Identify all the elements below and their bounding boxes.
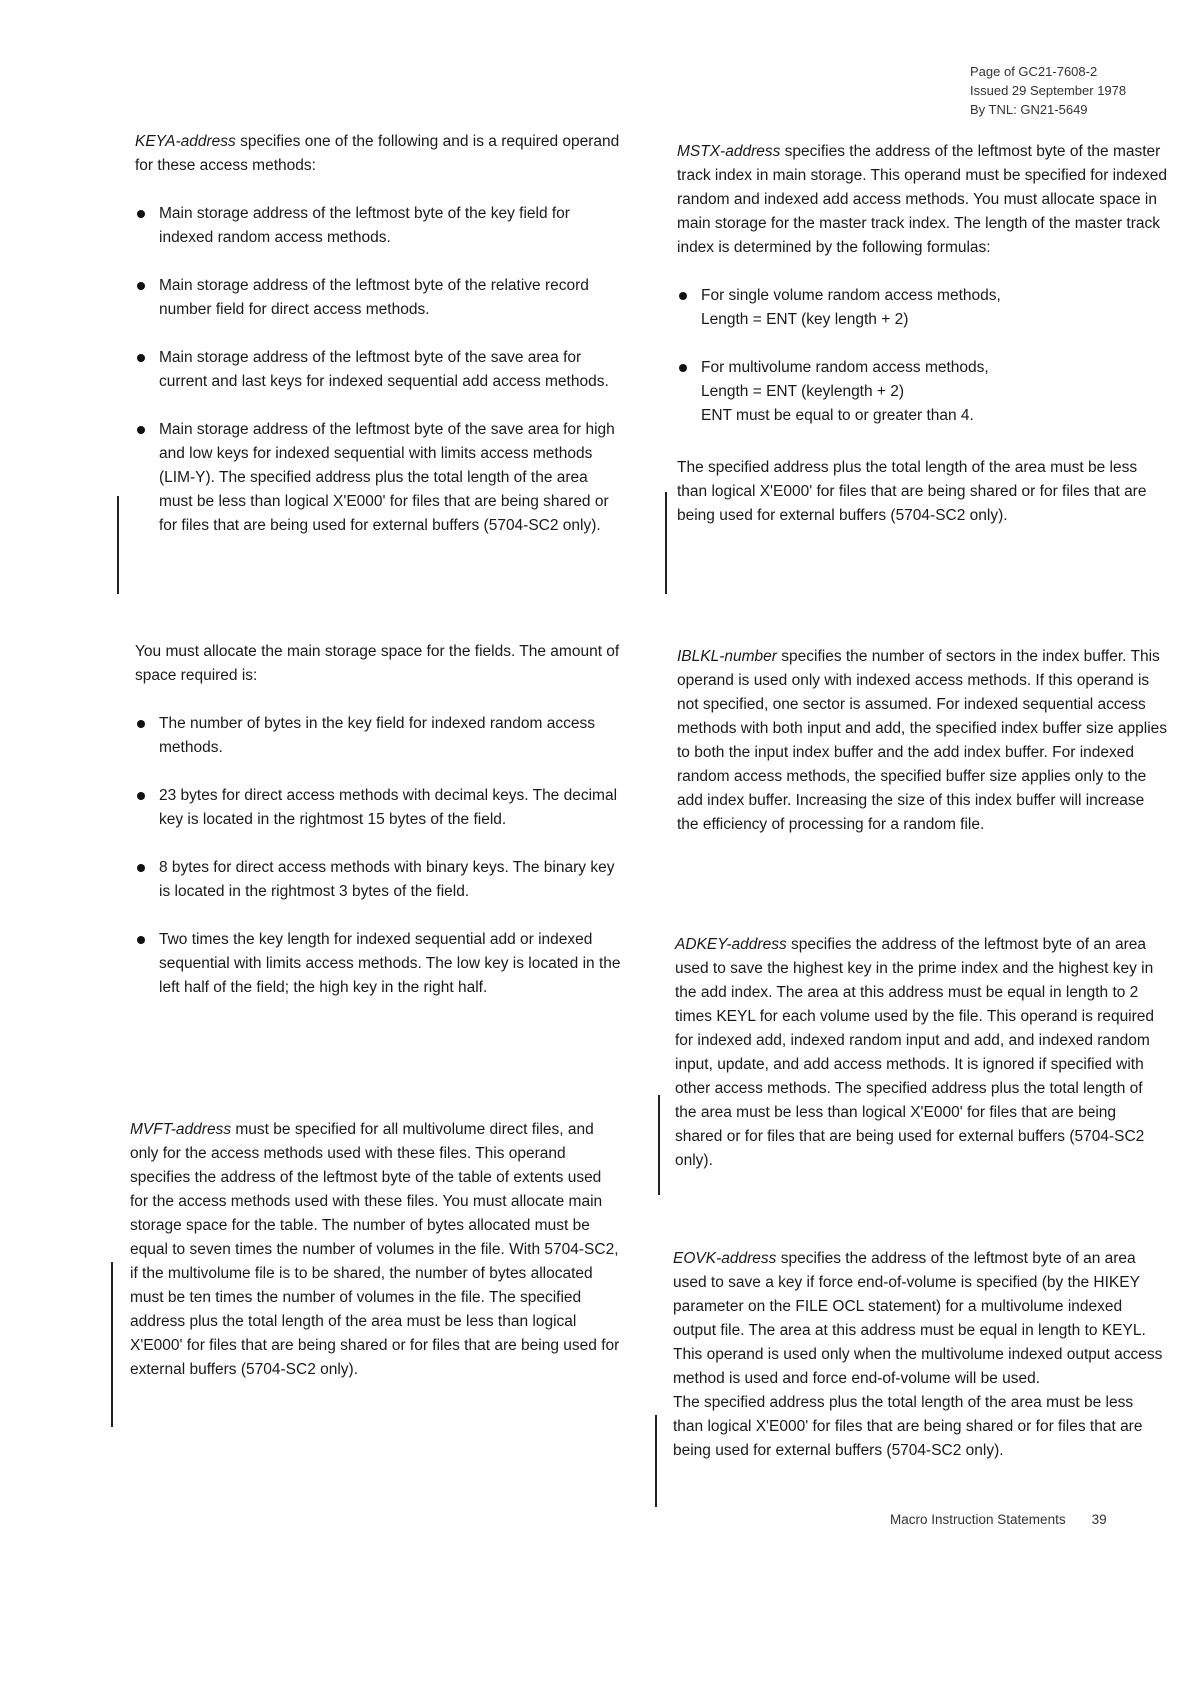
keya-bullet-4: Main storage address of the leftmost byte of the save area for high and low keys for indexed sequential with limits access methods (LIM-Y). The specified address plus the total length of the area must be less than logical X'E000' for files that are being shared or for files that are being used for external buffers (5704-SC2 only). — [135, 418, 625, 538]
revision-bar — [665, 492, 667, 594]
keya-bullet-list — [135, 202, 625, 538]
eovk-term: EOVK-address — [673, 1250, 777, 1267]
mvft-term: MVFT-address — [130, 1121, 232, 1138]
eovk-paragraph: EOVK-address specifies the address of the leftmost byte of an area used to save a key if force end-of-volume is specified (by the HIKEY parameter on the FILE OCL statement) for a multivolume indexed output file. The area at this address must be equal in length to KEYL. This operand is used only when the multivolume indexed output access method is used and force end-of-volume will be used. — [673, 1250, 1163, 1387]
mstx-paragraph: MSTX-address specifies the address of the leftmost byte of the master track index in main storage. This operand must be specified for indexed random and indexed add access methods. You must allocate space in main storage for the master track index. The length of the master track index is determined by the following formulas: — [677, 143, 1167, 256]
header-line-tnl: By TNL: GN21-5649 — [970, 102, 1088, 117]
allocation-section — [135, 640, 625, 1000]
mvft-section — [130, 1118, 620, 1382]
iblkl-paragraph: IBLKL-number specifies the number of sectors in the index buffer. This operand is used only with indexed access methods. If this operand is not specified, one sector is assumed. For indexed sequential access methods with both input and add, the specified index buffer size applies to both the input index buffer and the add index buffer. For indexed random access methods, the specified buffer size applies only to the add index buffer. Increasing the size of this index buffer will increase the efficiency of processing for a random file. — [677, 648, 1168, 833]
mstx-note: The specified address plus the total length of the area must be less than logical X'E000' for files that are being shared or for files that are being used for external buffers (5704-SC2 only). — [677, 459, 1147, 524]
keya-intro: KEYA-address specifies one of the following and is a required operand for these access methods: — [135, 133, 620, 174]
keya-bullet-1: Main storage address of the leftmost byte of the key field for indexed random access methods. — [135, 202, 625, 250]
eovk-section — [673, 1247, 1163, 1463]
keya-section — [135, 130, 625, 538]
mstx-section — [677, 140, 1167, 528]
footer-label: Macro Instruction Statements — [890, 1512, 1066, 1527]
allocation-bullet-4: Two times the key length for indexed sequential add or indexed sequential with limits access methods. The low key is located in the left half of the field; the high key in the right half. — [135, 928, 625, 1000]
revision-bar — [655, 1415, 657, 1507]
header-line-doc: Page of GC21-7608-2 — [970, 64, 1098, 79]
adkey-paragraph: ADKEY-address specifies the address of the leftmost byte of an area used to save the highest key in the prime index and the highest key in the add index. The area at this address must be equal in length to 2 times KEYL for each volume used by the file. This operand is required for indexed add, indexed random input and add, and indexed random input, update, and add access methods. It is ignored if specified with other access methods. The specified address plus the total length of the area must be less than logical X'E000' for files that are being shared or for files that are being used for external buffers (5704-SC2 only). — [675, 936, 1155, 1169]
page-footer — [890, 1512, 1107, 1527]
allocation-bullet-list — [135, 712, 625, 1000]
mstx-bullet-list — [677, 284, 1167, 428]
eovk-note: The specified address plus the total length of the area must be less than logical X'E000' for files that are being shared or for files that are being used for external buffers (5704-SC2 only). — [673, 1394, 1143, 1459]
keya-bullet-3: Main storage address of the leftmost byte of the save area for current and last keys for indexed sequential add access methods. — [135, 346, 625, 394]
mstx-bullet-2: For multivolume random access methods, Length = ENT (keylength + 2) ENT must be equal to or greater than 4. — [677, 356, 1167, 428]
iblkl-term: IBLKL-number — [677, 648, 777, 665]
allocation-bullet-1: The number of bytes in the key field for indexed random access methods. — [135, 712, 625, 760]
adkey-term: ADKEY-address — [675, 936, 787, 953]
allocation-bullet-2: 23 bytes for direct access methods with decimal keys. The decimal key is located in the rightmost 15 bytes of the field. — [135, 784, 625, 832]
allocation-intro: You must allocate the main storage space for the fields. The amount of space required is: — [135, 643, 620, 684]
allocation-bullet-3: 8 bytes for direct access methods with binary keys. The binary key is located in the rightmost 3 bytes of the field. — [135, 856, 625, 904]
mvft-paragraph: MVFT-address must be specified for all multivolume direct files, and only for the access methods used with these files. This operand specifies the address of the leftmost byte of the table of extents used for the access methods used with these files. You must allocate main storage space for the table. The number of bytes allocated must be equal to seven times the number of volumes in the file. With 5704-SC2, if the multivolume file is to be shared, the number of bytes allocated must be ten times the number of volumes in the file. The specified address plus the total length of the area must be less than logical X'E000' for files that are being shared or for files that are being used for external buffers (5704-SC2 only). — [130, 1121, 620, 1378]
keya-bullet-2: Main storage address of the leftmost byte of the relative record number field for direct access methods. — [135, 274, 625, 322]
revision-bar — [117, 496, 119, 594]
page-header — [970, 62, 1160, 119]
iblkl-section — [677, 645, 1167, 837]
mstx-term: MSTX-address — [677, 143, 781, 160]
revision-bar — [658, 1095, 660, 1195]
revision-bar — [111, 1262, 113, 1427]
keya-term: KEYA-address — [135, 133, 236, 150]
adkey-section — [675, 933, 1165, 1173]
mstx-bullet-1: For single volume random access methods, Length = ENT (key length + 2) — [677, 284, 1167, 332]
header-line-issued: Issued 29 September 1978 — [970, 83, 1127, 98]
page-number: 39 — [1091, 1512, 1107, 1527]
